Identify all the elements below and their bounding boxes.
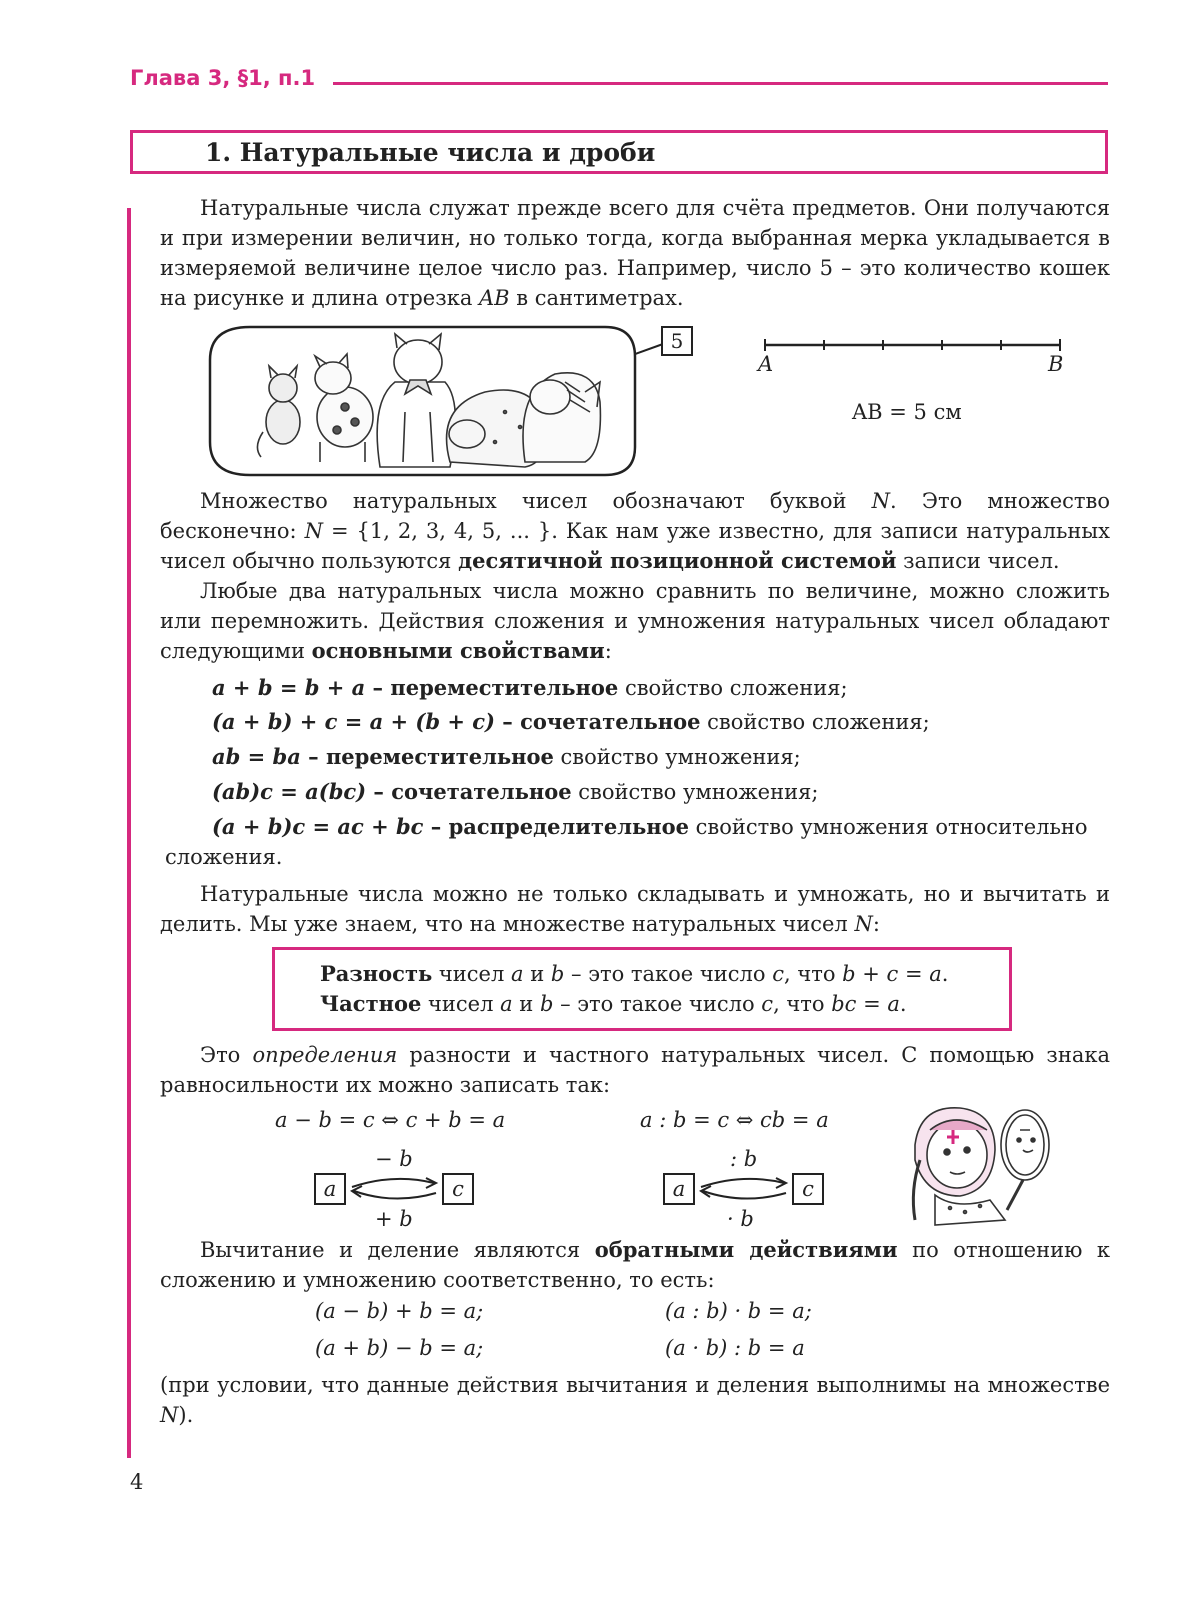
property-commutative-add: a + b = b + a – переместительное свойство сложения; <box>212 675 848 700</box>
cats-count-box: 5 <box>661 326 693 356</box>
sub-box-a: a <box>314 1173 346 1205</box>
intro-paragraph <box>160 193 1110 313</box>
chapter-label: Глава 3, §1, п.1 <box>130 66 316 90</box>
cat-2-icon <box>315 354 373 462</box>
definitions-frame <box>272 947 1012 1031</box>
sub-arrow-top-label: − b <box>375 1147 413 1171</box>
cat-5-icon <box>523 373 600 462</box>
section-title: 1. Натуральные числа и дроби <box>205 138 656 167</box>
definition-paragraph: Это определения разности и частного натуральных чисел. С помощью знака равносильности их можно записать так: <box>160 1043 1110 1097</box>
definition-difference: Разность чисел a и b – это такое число c, что b + c = a. <box>320 961 949 986</box>
div-cycle-arrows-icon <box>695 1169 792 1209</box>
property-associative-add: (a + b) + c = a + (b + c) – сочетательное свойство сложения; <box>212 709 930 734</box>
segment-ab <box>760 335 1070 359</box>
subtraction-equivalence: a − b = c ⇔ c + b = a <box>275 1108 506 1132</box>
identity-1: (a − b) + b = a; <box>315 1299 484 1323</box>
sub-cycle-arrows-icon <box>346 1169 442 1209</box>
definition-quotient: Частное чисел a и b – это такое число c, что bc = a. <box>320 991 907 1016</box>
closing-paragraph: (при условии, что данные действия вычитания и деления выполнимы на множестве N). <box>160 1373 1110 1427</box>
basic-properties-term: основными свойствами <box>311 638 605 663</box>
sub-arrow-bottom-label: + b <box>375 1207 413 1231</box>
intro-text-end: в сантиметрах. <box>509 286 684 310</box>
identity-4: (a · b) : b = a <box>665 1336 805 1360</box>
div-box-c: c <box>792 1173 824 1205</box>
natural-set-paragraph: Множество натуральных чисел обозначают буквой N. Это множество бесконечно: N = {1, 2, 3, 4, 5, ... }. Как нам уже известно, для записи натуральных чисел обычно пользуются десятичной позиционной системой записи чисел. <box>160 489 1110 573</box>
margin-rule <box>127 208 131 1458</box>
cat-1-icon <box>257 366 300 457</box>
page-number: 4 <box>130 1470 144 1494</box>
property-distributive: (a + b)c = ac + bc – распределительное свойство умножения относительно <box>212 814 1088 839</box>
sub-box-c: c <box>442 1173 474 1205</box>
chapter-rule <box>333 82 1108 85</box>
property-associative-mul: (ab)c = a(bc) – сочетательное свойство умножения; <box>212 779 819 804</box>
subtraction-paragraph: Натуральные числа можно не только складывать и умножать, но и вычитать и делить. Мы уже знаем, что на множестве натуральных чисел N: <box>160 882 1110 936</box>
property-commutative-mul: ab = ba – переместительное свойство умножения; <box>212 744 801 769</box>
properties-paragraph: Любые два натуральных числа можно сравнить по величине, можно сложить или перемножить. Действия сложения и умножения натуральных чисел обладают следующими основными свойствами: <box>160 579 1110 663</box>
cats-illustration <box>205 322 700 480</box>
decimal-system-term: десятичной позиционной системой <box>458 548 897 573</box>
div-box-a: a <box>663 1173 695 1205</box>
identity-3: (a + b) − b = a; <box>315 1336 484 1360</box>
identity-2: (a : b) · b = a; <box>665 1299 812 1323</box>
div-arrow-top-label: : b <box>730 1147 758 1171</box>
inverse-operations-term: обратными действиями <box>594 1237 898 1262</box>
division-equivalence: a : b = c ⇔ cb = a <box>640 1108 829 1132</box>
cat-3-icon <box>377 334 455 467</box>
inverse-operations-paragraph: Вычитание и деление являются обратными действиями по отношению к сложению и умножению соответственно, то есть: <box>160 1237 1110 1292</box>
intro-text: Натуральные числа служат прежде всего для счёта предметов. Они получаются и при измерении величин, но только тогда, когда выбранная мерка укладывается в измеряемой величине целое число раз. Например, число 5 – это количество кошек на рисунке и длина отрезка <box>160 196 1110 310</box>
segment-label-b: B <box>1048 352 1064 376</box>
segment-name: AB <box>479 286 510 310</box>
segment-caption: AB = 5 см <box>852 400 962 424</box>
definitions-term: определения <box>252 1043 398 1067</box>
girl-mirror-illustration <box>895 1100 1065 1230</box>
segment-label-a: A <box>758 352 774 376</box>
div-arrow-bottom-label: · b <box>727 1207 754 1231</box>
property-distributive-tail: сложения. <box>165 845 283 869</box>
